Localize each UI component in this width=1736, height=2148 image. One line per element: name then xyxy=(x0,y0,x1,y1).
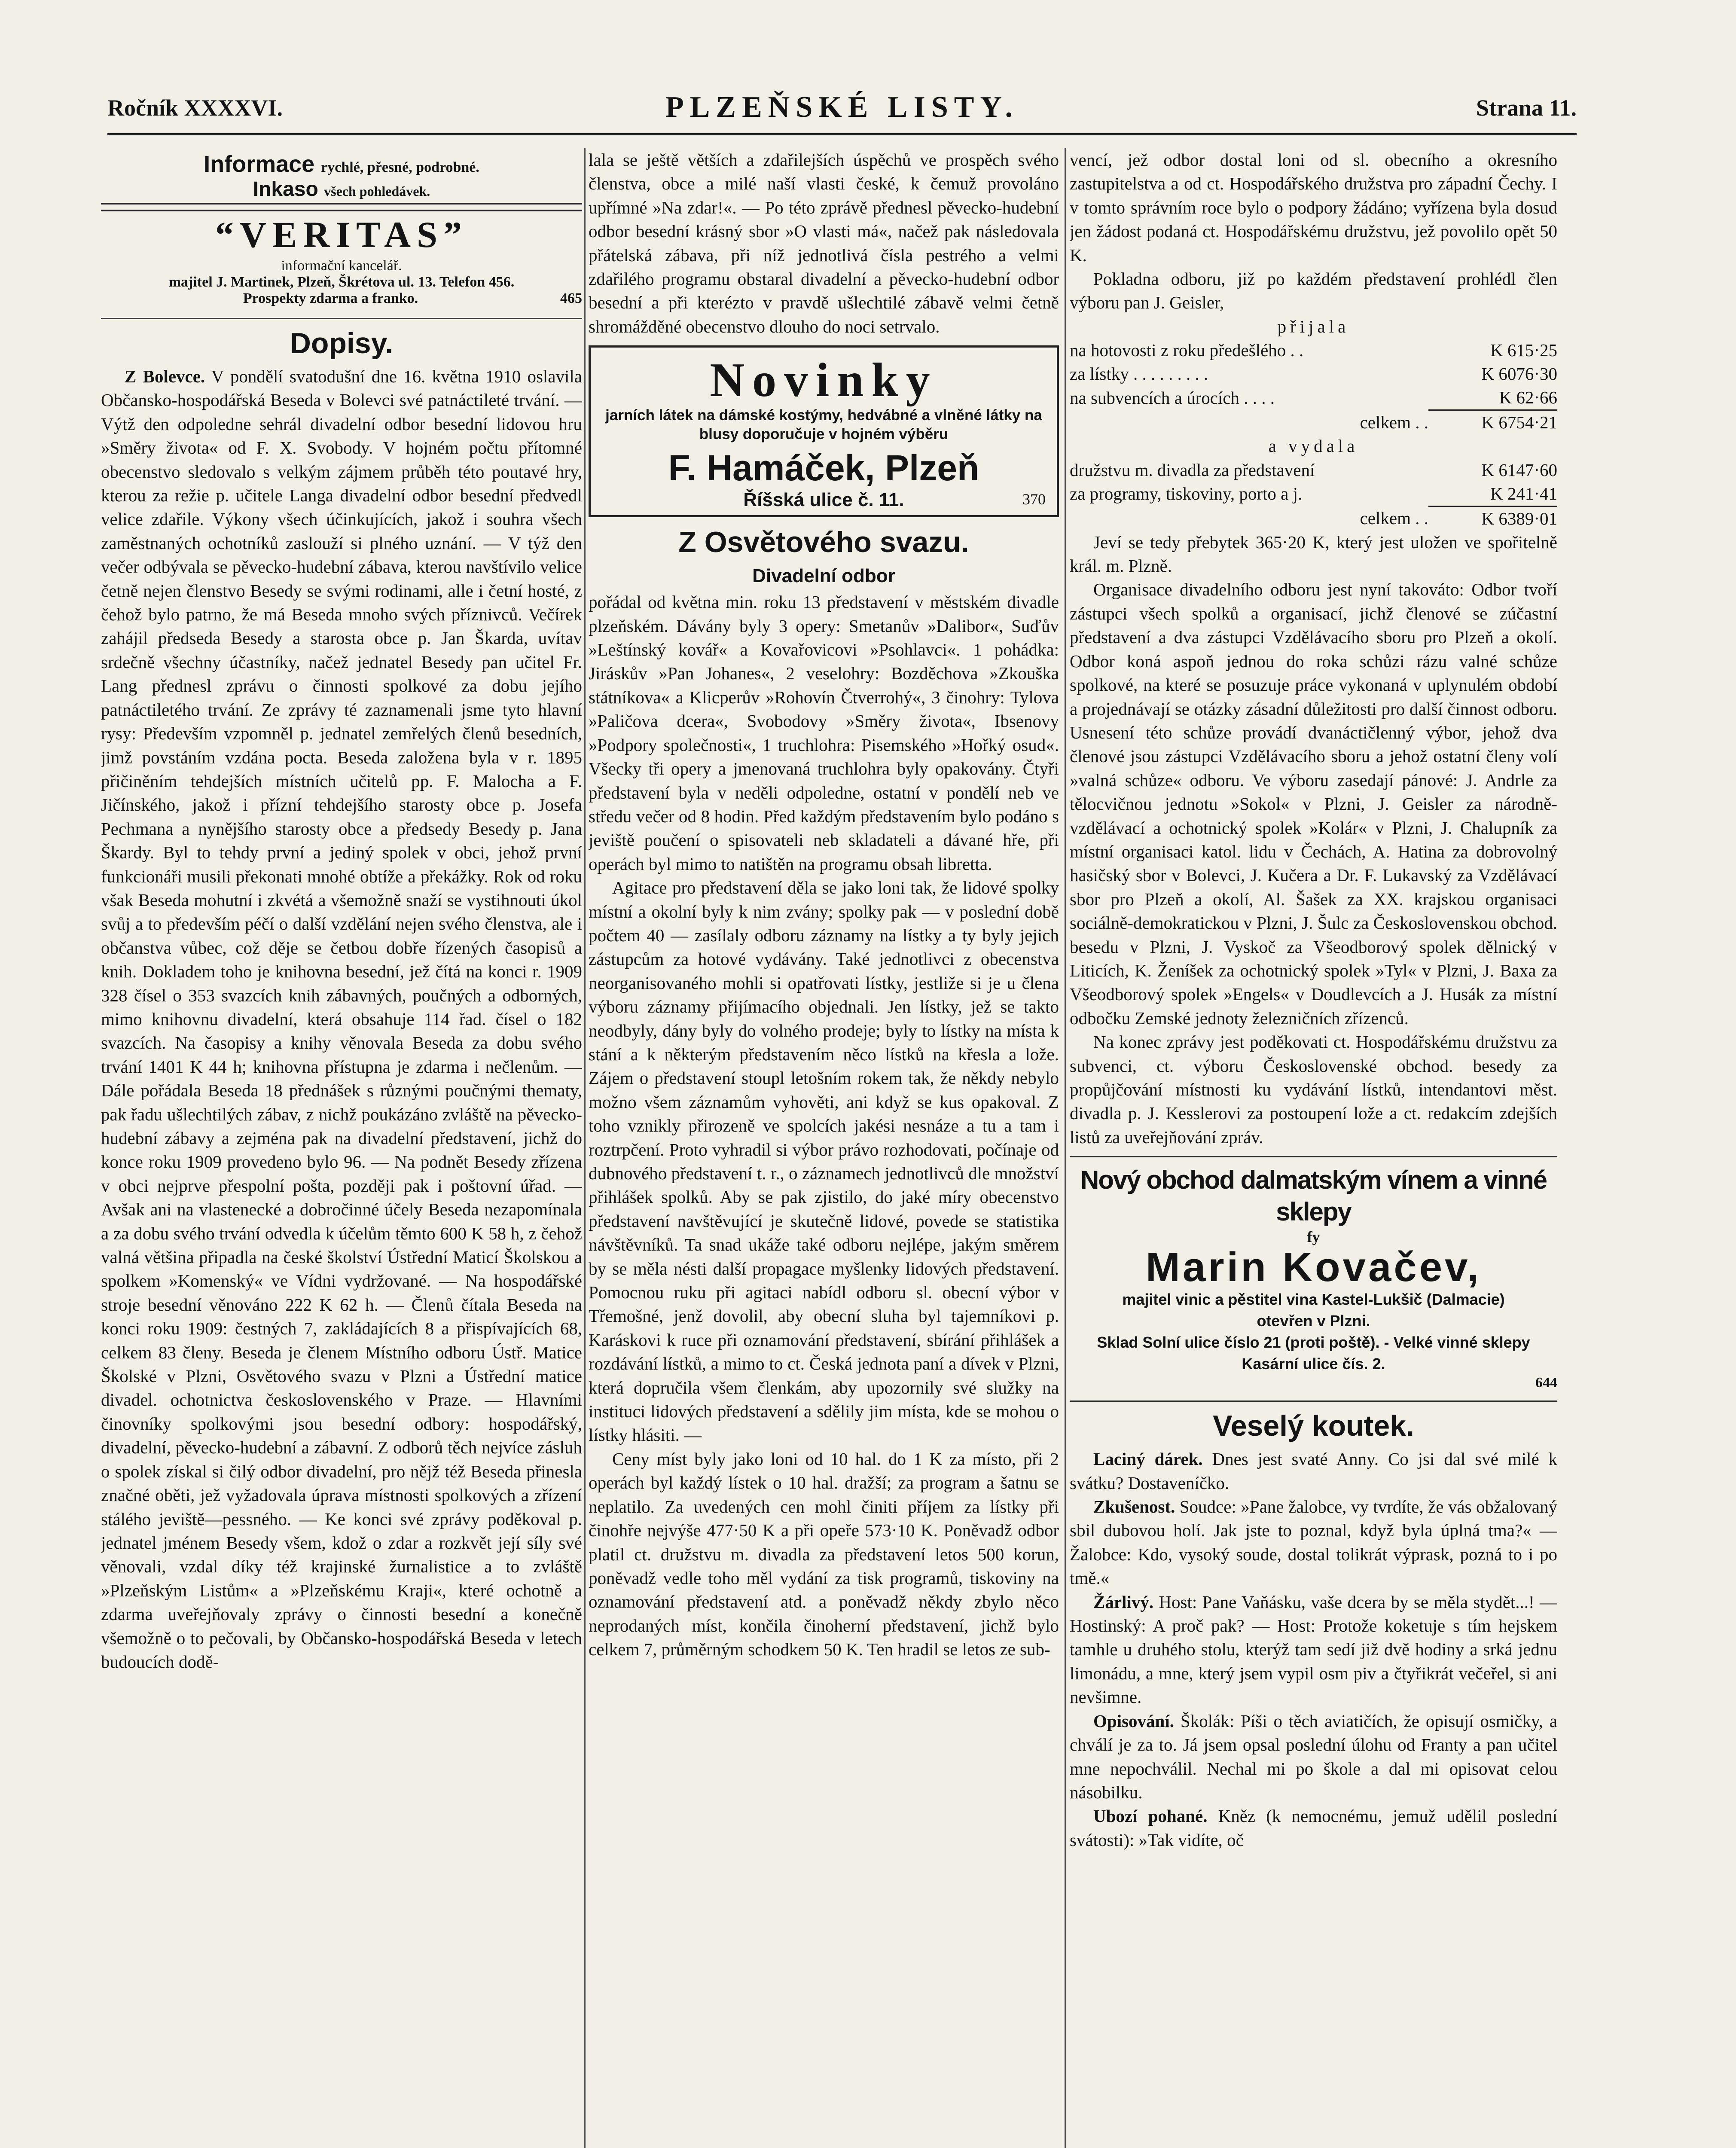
ad-number: 644 xyxy=(1535,1375,1557,1391)
novinky-headline: Novinky xyxy=(710,354,938,407)
kovacev-headline: Nový obchod dalmatským vínem a vinné sklepy xyxy=(1080,1166,1547,1227)
expense-heading: a vydala xyxy=(1268,436,1359,456)
joke-item xyxy=(1070,1590,1557,1709)
joke-title: Ubozí pohané. xyxy=(1093,1806,1208,1826)
column-divider xyxy=(584,148,586,2148)
row-amount: K 6754·21 xyxy=(1481,412,1557,433)
kovacev-line2: otevřen v Plzni. xyxy=(1257,1312,1370,1330)
dopisy-heading: Dopisy. xyxy=(290,327,394,360)
joke-title: Žárlivý. xyxy=(1093,1592,1154,1612)
joke-title: Zkušenost. xyxy=(1093,1497,1175,1517)
vesely-heading: Veselý koutek. xyxy=(1213,1410,1414,1443)
ad-number: 465 xyxy=(560,290,582,306)
joke-text: Školák: Píši o těch aviatičích, že opisují osmičky, a chválí je za to. Já jsem opsal poslední úlohu od Franty a pan učitel mne nepochválil. Nechal mi po škole a dal mi opisovat celou násobilku. xyxy=(1070,1711,1557,1802)
joke-item xyxy=(1070,1447,1557,1495)
kovacev-line3: Sklad Solní ulice číslo 21 (proti poště). - Velké vinné sklepy Kasární ulice čís. 2. xyxy=(1097,1333,1530,1373)
ad-number: 370 xyxy=(1022,491,1046,508)
joke-title: Opisování. xyxy=(1093,1711,1174,1731)
veritas-inkaso-label: Inkaso xyxy=(253,178,318,201)
table-row xyxy=(1070,482,1557,506)
dopisy-paragraph-continued: lala se ještě větších a zdařilejších úspěchů ve prospěch svého členstva, obce a milé naší vlasti české, k čemuž provoláno upřímné »Na zdar!«. — Po této zprávě přednesl pěvecko-hudební odbor besední krásný sbor »O vlasti má«, načež pak následovala přátelská zábava, při níž jednotlivá čísla pestrého a velmi zdařilého programu obstaral divadelní a pěvecko-hudební odbor besední a při kterézto v pravdě ušlechtilé zábavě velmi četně shromážděné obecenstvo dlouho do noci setrvalo. xyxy=(589,150,1059,336)
newspaper-title: PLZEŇSKÉ LISTY. xyxy=(665,91,1019,124)
page-number: Strana 11. xyxy=(1476,95,1577,121)
row-label: celkem . . xyxy=(1360,412,1428,432)
row-label: celkem . . xyxy=(1360,508,1428,528)
novinky-text: jarních látek na dámské kostýmy, hedvábné a vlněné látky na blusy doporučuje v hojném výběru xyxy=(605,407,1042,443)
joke-text: Kněz (k nemocnému, jemuž udělil poslední svátosti): »Tak vidíte, oč xyxy=(1070,1806,1557,1850)
osveta-paragraph: Organisace divadelního odboru jest nyní takováto: Odbor tvoří zástupci všech spolků a organisací, jichž členové se zúčastní představení a dva zástupci Vzdělávacího sboru pro Plzeň a okolí. Odbor koná aspoň jednou do roka schůzi rázu valné schůze spolkové, na které se posuzuje práce vykonaná v uplynulém období a projednávají se otázky zásadní důležitosti pro další činnost odboru. Usnesení této schůze provádí dvanáctičlenný výbor, jehož dva členové jsou zástupci Vzdělávacího sboru a jehož ostatní členy volí »valná schůze« odboru. Ve výboru zasedají pánové: J. Andrle za tělocvičnou jednotu »Sokol« v Plzni, J. Geisler za národně-vzdělávací a ochotnický spolek »Kolár« v Plzni, J. Chalupník za místní organisaci katol. lidu v Čechách, A. Hatina za dobrovolný hasičský sbor v Bolevci, J. Kučera a Dr. F. Lukavský za Vzdělávací sbor pro Plzeň a okolí, Al. Šašek za XX. krajskou organisaci sociálně-demokratickou v Plzni, J. Šulc za Československou obchod. besedu v Plzni, J. Vyskoč za Všeodborový spolek dělnický v Liticích, K. Ženíšek za ochotnický spolek »Tyl« v Plzni, J. Baxa za Všeodborový spolek »Engels« v Doudlevcích a J. Husák za místní odbočku Zemské jednoty železničních zřízenců. xyxy=(1070,580,1557,1028)
section-rule xyxy=(1070,1156,1557,1157)
row-label: na subvencích a úrocích . . . . xyxy=(1070,388,1275,408)
row-amount: K 62·66 xyxy=(1428,386,1557,410)
joke-text: Soudce: »Pane žalobce, vy tvrdíte, že vás obžalovaný sbil dubovou holí. Jak jste to poznal, když byla úplná tma?« — Žalobce: Kdo, vysoký soude, dostal tolikrát výprask, pozná to i po tmě.« xyxy=(1070,1497,1557,1588)
veritas-info-label: Informace xyxy=(204,151,315,177)
column-2 xyxy=(589,148,1059,2148)
novinky-address: Říšská ulice č. 11. xyxy=(743,489,904,511)
dopisy-place: Z Bolevce. xyxy=(125,366,205,386)
section-rule xyxy=(1070,1400,1557,1402)
table-row xyxy=(1070,458,1557,482)
page-header xyxy=(107,90,1577,135)
row-amount: K 6076·30 xyxy=(1481,364,1557,384)
veritas-info-text: rychlé, přesné, podrobné. xyxy=(321,159,479,175)
table-row xyxy=(1070,410,1557,435)
osveta-heading: Z Osvětového svazu. xyxy=(678,526,969,559)
osveta-paragraph: Na konec zprávy jest poděkovati ct. Hospodářskému družstvu za subvenci, ct. výboru Československé obchod. besedy za propůjčování místnosti ku vydávání lístků, intendantovi měst. divadla p. J. Kesslerovi za postoupení lože a ct. redakcím zdejších listů za uveřejňování zpráv. xyxy=(1070,1032,1557,1147)
osveta-paragraph: Jeví se tedy přebytek 365·20 K, který jest uložen ve spořitelně král. m. Plzně. xyxy=(1070,532,1557,576)
veritas-inkaso-text: všech pohledávek. xyxy=(324,183,430,199)
dopisy-article xyxy=(101,365,582,1674)
table-row xyxy=(1070,386,1557,410)
osveta-paragraph: Agitace pro představení děla se jako loni tak, že lidové spolky místní a okolní byly k nim zvány; spolky pak — v poslední době počtem 40 — zasílaly odboru záznamy na lístky a ty byly jejich zástupcům za hotové vydávány. Také jednotlivci z obecenstva neorganisovaného mohli si opatřovati lístky, jestliže si je u člena výboru záznamy přijímacího objednali. Jen lístky, jež se takto neodbyly, dány byly do volného prodeje; byly to lístky na místa k stání a k některým představením něco lístků na křesla a lože. Zájem o představení stoupl letošním rokem tak, že někdy nebylo možno všem záznamům vyhověti, ani když se kus opakoval. Z toho vznikly přirozeně ve spolcích jakési nesnáze a tu a tam i roztrpčení. Proto vyhradil si výbor právo rozhodovati, počínaje od dubnového představení t. r., o záznamech jednotlivců dle množství přihlášek spolků. Aby se pak zjistilo, do jaké míry obecenstvo představení navštěvující je skutečně lidové, povede se statistika návštěvníků. Ta snad ukáže také odboru nejlépe, jakým směrem by se měla nésti další propagace myšlenky lidových představení. Pomocnou ruku při agitaci nabídl odboru sl. obecní výbor v Třemošné, jenž dovolil, aby obecní sluha byl tajemníkovi p. Karáskovi k ruce při oznamování představení, sbírání přihlášek a rozdávání lístků, a mimo to ct. Česká jednota paní a dívek v Plzni, která dopručila všem členkám, aby upozornily své služky na instituci lidových představení a sdělily jim místa, kde se mohou o lístky hlásiti. — xyxy=(589,878,1059,1445)
joke-text: Dnes jest svaté Anny. Co jsi dal své milé k svátku? Dostaveníčko. xyxy=(1070,1449,1557,1493)
kovacev-line1: majitel vinic a pěstitel vina Kastel-Lukšič (Dalmacie) xyxy=(1122,1291,1505,1309)
veritas-brand: “VERITAS” xyxy=(215,214,468,255)
row-label: za lístky . . . . . . . . . xyxy=(1070,364,1208,384)
joke-item xyxy=(1070,1709,1557,1805)
osveta-paragraph: Ceny míst byly jako loni od 10 hal. do 1 K za místo, při 2 operách byl každý lístek o 10 hal. dražší; za program a šatnu se neplatilo. Za uvedených cen mohl činiti příjem za lístky při činohře nejvýše 477·50 K a při opeře 573·10 K. Poněvadž odbor platil ct. družstvu m. divadla za představení letos 500 korun, poněvadž vedle toho měl vydání za tisk programů, tiskoviny na oznamování představení atd. a poněvadž někdy zbylo něco neprodaných míst, končila činoherní představení, jichž bylo celkem 7, průměrným schodkem 50 K. Ten hradil se letos ze sub- xyxy=(589,1449,1059,1660)
novinky-advertisement xyxy=(589,345,1059,517)
kovacev-advertisement xyxy=(1070,1164,1557,1394)
row-amount: K 6389·01 xyxy=(1481,508,1557,528)
kovacev-name: Marin Kovačev, xyxy=(1145,1244,1482,1291)
osveta-paragraph-continued: vencí, jež odbor dostal loni od sl. obecního a okresního zastupitelstva a od ct. Hospodářského družstva pro západní Čechy. I v tomto správním roce bylo o podpory žádáno; vyřízena byla dosud jen žádost podaná ct. Hospodářskému družstvu, jež povolilo opět 50 K. xyxy=(1070,150,1557,265)
row-amount: K 6147·60 xyxy=(1481,460,1557,480)
veritas-office: informační kancelář. xyxy=(281,258,402,274)
row-label: na hotovosti z roku předešlého . . xyxy=(1070,340,1304,360)
expense-table xyxy=(1070,458,1557,531)
volume-label: Ročník XXXXVI. xyxy=(107,95,283,121)
joke-text: Host: Pane Vaňásku, vaše dcera by se měla stydět...! — Hostinský: A proč pak? — Host: Protože koketuje s tím hejskem tamhle u druhého stolu, kterýž tam sedí již dvě hodiny a srká jednu limonádu, a mne, který jsem vypil osm piv a čtyřikrát večeřel, si ani nevšimne. xyxy=(1070,1592,1557,1707)
section-rule xyxy=(101,318,582,319)
table-row xyxy=(1070,339,1557,362)
row-label: družstvu m. divadla za představení xyxy=(1070,460,1315,480)
row-label: za programy, tiskoviny, porto a j. xyxy=(1070,484,1303,504)
table-row xyxy=(1070,506,1557,531)
column-divider xyxy=(1065,148,1066,2148)
joke-title: Laciný dárek. xyxy=(1093,1449,1203,1469)
joke-item xyxy=(1070,1804,1557,1852)
veritas-advertisement xyxy=(101,148,582,311)
column-1 xyxy=(101,148,582,2148)
veritas-owner: majitel J. Martinek, Plzeň, Škrétova ul. 13. Telefon 456. xyxy=(168,274,515,290)
kovacev-fy: fy xyxy=(1307,1228,1320,1246)
osveta-paragraph: Pokladna odboru, již po každém představení prohlédl člen výboru pan J. Geisler, xyxy=(1070,269,1557,313)
column-3 xyxy=(1070,148,1557,2148)
osveta-subtitle: Divadelní odbor xyxy=(752,565,895,587)
row-amount: K 615·25 xyxy=(1490,340,1557,360)
income-table xyxy=(1070,339,1557,434)
veritas-prospects: Prospekty zdarma a franko. xyxy=(243,290,418,306)
double-rule xyxy=(101,203,582,211)
joke-item xyxy=(1070,1495,1557,1590)
osveta-paragraph: pořádal od května min. roku 13 představení v městském divadle plzeňském. Dávány byly 3 opery: Smetanův »Dalibor«, Suďův »Leštínský kovář« a Kovařovicovi »Psohlavci«. 1 pohádka: Jiráskův »Pan Johanes«, 2 veselohry: Bozděchova »Zkouška státníkova« a Klicperův »Rohovín Čtverrohý«, 3 činohry: Tylova »Paličova dcera«, Svobodovy »Směry života«, Ibsenovy »Podpory společnosti«, 1 truchlohra: Pisemského »Hořký osud«. Všecky tři opery a jmenovaná truchlohra byly opakovány. Čtyři představení byla v neděli odpoledne, ostatní v pondělí neb ve středu večer od 8 hodin. Před každým představením bylo podáno s jeviště poučení o spisovateli neb skladateli a dávané hře, při operách byl mimo to natištěn na programu obsah libretta. xyxy=(589,592,1059,874)
novinky-shop: F. Hamáček, Plzeň xyxy=(668,448,979,488)
dopisy-paragraph: V pondělí svatodušní dne 16. května 1910 oslavila Občansko-hospodářská Beseda v Bolevci své patnáctileté trvání. — Výtž den odpoledne sehrál divadelní odbor besední lidovou hru »Směry života« od F. X. Svobody. V hojném počtu přítomné obecenstvo sledovalo s velkým zájmem průběh této poutavé hry, kterou za režie p. učitele Langa divadelní odbor besední předvedl velice zdařile. Výkony všech účinkujících, jakož i souhra všech zaměstnaných ochotníků zaslouží si plného uznání. — V týž den večer odbývala se pěvecko-hudební zábava, kterou navštívilo velice četně nejen členstvo Besedy se svými rodinami, alle i četní hosté, z čehož bylo patrno, že má Beseda mnoho svých příznivců. Večírek zahájil předseda Besedy a starosta obce p. Jan Škarda, uvítav srdečně všechny účastníky, načež jednatel Besedy pan učitel Fr. Lang přednesl zprávu o činnosti spolkové za dobu jejího patnáctiletého trvání. Ze zprávy té zaznamenali jsme tyto hlavní rysy: Především vzpomněl p. jednatel zemřelých členů besedních, jimž povstáním vzdána pocta. Beseda založena byla v r. 1895 přičiněním tehdejších místních učitelů pp. F. Malocha a F. Jičínského, jakož i přízní tehdejšího starosty obce p. Josefa Pechmana a nynějšího starosty obce a předsedy Besedy p. Jana Škardy. Byl to tehdy první a jediný spolek v obci, jehož první funkcionáři musili překonati mnohé obtíže a překážky. Rok od roku však Beseda mohutní i zkvétá a všemožně snaží se vystihnouti úkol svůj a to především péčí o další vzdělání nejen svého členstva, ale i občanstva vůbec, což děje se četbou dobře řízených časopisů a knih. Dokladem toho je knihovna besední, jež čítá na konci r. 1909 328 čísel o 353 svazcích knih zábavných, poučných a odborných, mimo knihovnu divadelní, která obsahuje 114 řad. čísel o 182 svazcích. Na časopisy a knihy věnovala Beseda za dobu svého trvání 1401 K 44 h; knihovna přístupna je zdarma i nečlenům. — Dále pořádala Beseda 18 přednášek s různými poučnými thematy, pak řadu ušlechtilých zábav, z nichž poukázáno zvláště na pěvecko-hudební zábavy a zejména pak na divadelní představení, jichž do konce roku 1909 provedeno bylo 96. — Na podnět Besedy zřízena v obci nejprve přespolní pošta, později pak i poštovní úřad. — Avšak ani na vlastenecké a dobročinné účely Beseda nezapomínala a za dobu svého trvání odvedla k účelům těmto 600 K 58 h, z čehož valná většina připadla na české školství Ústřední Maticí Školskou a spolkem »Komenský« ve Vídni vydržované. — Na hospodářské stroje besední věnováno 222 K 62 h. — Členů čítala Beseda na konci roku 1909: čestných 7, zakládajících 8 a přispívajících 68, celkem 83 členy. Beseda je členem Místního odboru Ústř. Matice Školské v Plzni, Osvětového svazu v Plzni a Ústřední matice divadel. ochotnictva československého v Praze. — Hlavními činovníky spolkovými jsou besední odbory: hospodářský, divadelní, pěvecko-hudební a zábavní. Z odborů těch nejvíce zásluh o spolek získal si čilý odbor divadelní, pro nějž též Beseda přinesla značné oběti, jež vyžadovala úprava místnosti spolkových a zřízení stálého jeviště—pessného. — Ke konci své zprávy poděkoval p. jednatel jménem Besedy všem, kdož o zdar a rozkvět její síly své věnovali, vzdal díky též krajinské žurnalistice a to zvláště »Plzeňským Listům« a »Plzeňskému Kraji«, které ochotně a zdarma uveřejňovaly zprávy o činnosti besední a konečně všemožně o to pečovali, by Občansko-hospodářská Beseda v letech budoucích dodě- xyxy=(101,366,582,1672)
income-heading: přijala xyxy=(1277,316,1350,336)
table-row xyxy=(1070,362,1557,386)
row-amount: K 241·41 xyxy=(1428,482,1557,506)
